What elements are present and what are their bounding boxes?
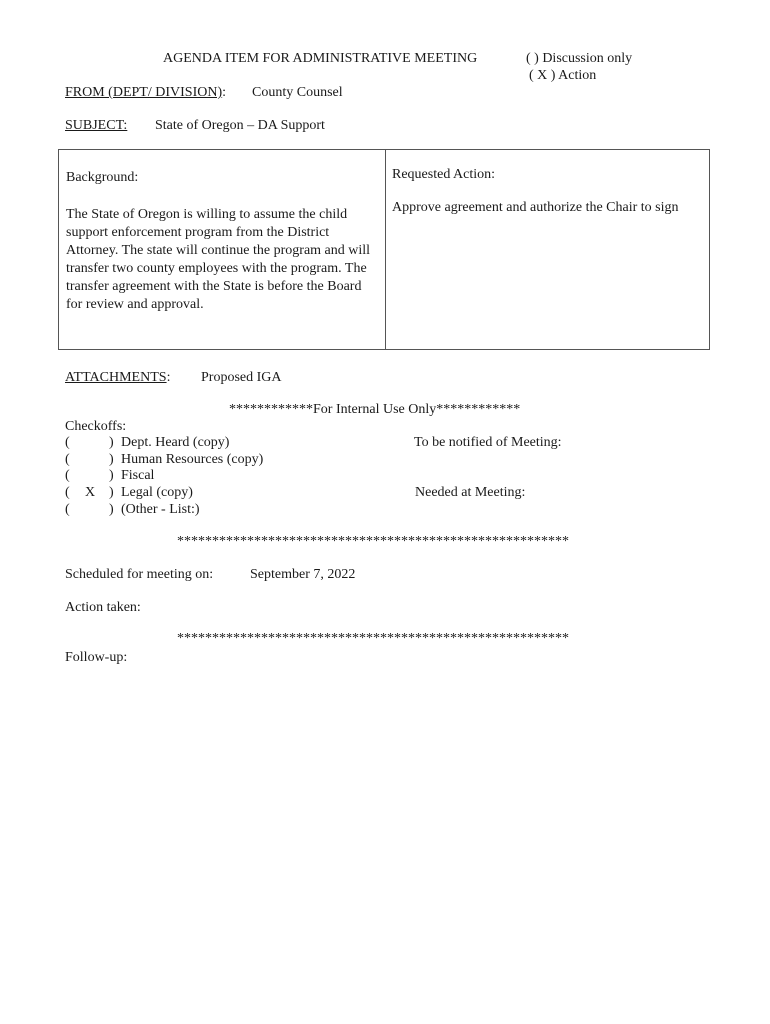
checkoffs-label: Checkoffs: <box>65 419 127 434</box>
from-value: County Counsel <box>252 85 343 100</box>
background-action-table <box>58 149 710 350</box>
notified-label: To be notified of Meeting: <box>414 435 562 450</box>
checkoff-open-paren: ( <box>65 452 70 467</box>
from-label: FROM (DEPT/ DIVISION) <box>65 85 223 100</box>
scheduled-label: Scheduled for meeting on: <box>65 567 214 582</box>
checkoff-label: Dept. Heard (copy) <box>121 435 230 450</box>
attachments-label: ATTACHMENTS <box>65 370 167 385</box>
separator-top: ******************************************************** <box>177 534 569 549</box>
followup-label: Follow-up: <box>65 650 128 665</box>
background-label: Background: <box>66 170 139 185</box>
needed-label: Needed at Meeting: <box>415 485 526 500</box>
attachments-row <box>65 369 170 386</box>
checkoff-close-paren: ) <box>109 485 114 500</box>
checkoff-close-paren: ) <box>109 452 114 467</box>
checkoff-close-paren: ) <box>109 468 114 483</box>
attachments-value: Proposed IGA <box>201 370 282 385</box>
action-taken-label: Action taken: <box>65 600 141 615</box>
checkoff-open-paren: ( <box>65 468 70 483</box>
checkoff-item <box>65 434 229 451</box>
checkoff-close-paren: ) <box>109 435 114 450</box>
subject-label: SUBJECT: <box>65 118 128 133</box>
table-divider <box>385 150 386 349</box>
background-text: The State of Oregon is willing to assume the child support enforcement program from the District Attorney. The state will continue the program and will transfer two county employees with the program. The transfer agreement with the State is before the Board for review and approval. <box>66 207 371 312</box>
subject-value: State of Oregon – DA Support <box>155 118 325 133</box>
checkoff-item <box>65 484 193 501</box>
checkoff-open-paren: ( <box>65 502 70 517</box>
action-option: ( X ) Action <box>529 68 597 83</box>
document-title: AGENDA ITEM FOR ADMINISTRATIVE MEETING <box>163 51 478 66</box>
checkoff-label: Human Resources (copy) <box>121 452 264 467</box>
checkoff-close-paren: ) <box>109 502 114 517</box>
scheduled-date: September 7, 2022 <box>250 567 356 582</box>
checkoff-item <box>65 501 200 518</box>
checkoff-label: (Other - List:) <box>121 502 200 517</box>
discussion-option: ( ) Discussion only <box>526 51 633 66</box>
from-row <box>65 84 226 101</box>
requested-action-text: Approve agreement and authorize the Chair to sign <box>392 200 679 215</box>
checkoff-item <box>65 467 154 484</box>
internal-use-banner: ************For Internal Use Only************ <box>229 402 521 417</box>
checkoff-label: Legal (copy) <box>121 485 193 500</box>
separator-bottom: ******************************************************** <box>177 631 569 646</box>
checkoff-mark: X <box>85 485 96 500</box>
attachments-colon: : <box>166 370 171 385</box>
checkoff-open-paren: ( <box>65 435 70 450</box>
from-colon: : <box>222 85 227 100</box>
checkoff-open-paren: ( <box>65 485 70 500</box>
requested-action-label: Requested Action: <box>392 167 496 182</box>
checkoff-label: Fiscal <box>121 468 155 483</box>
checkoff-item <box>65 451 263 468</box>
